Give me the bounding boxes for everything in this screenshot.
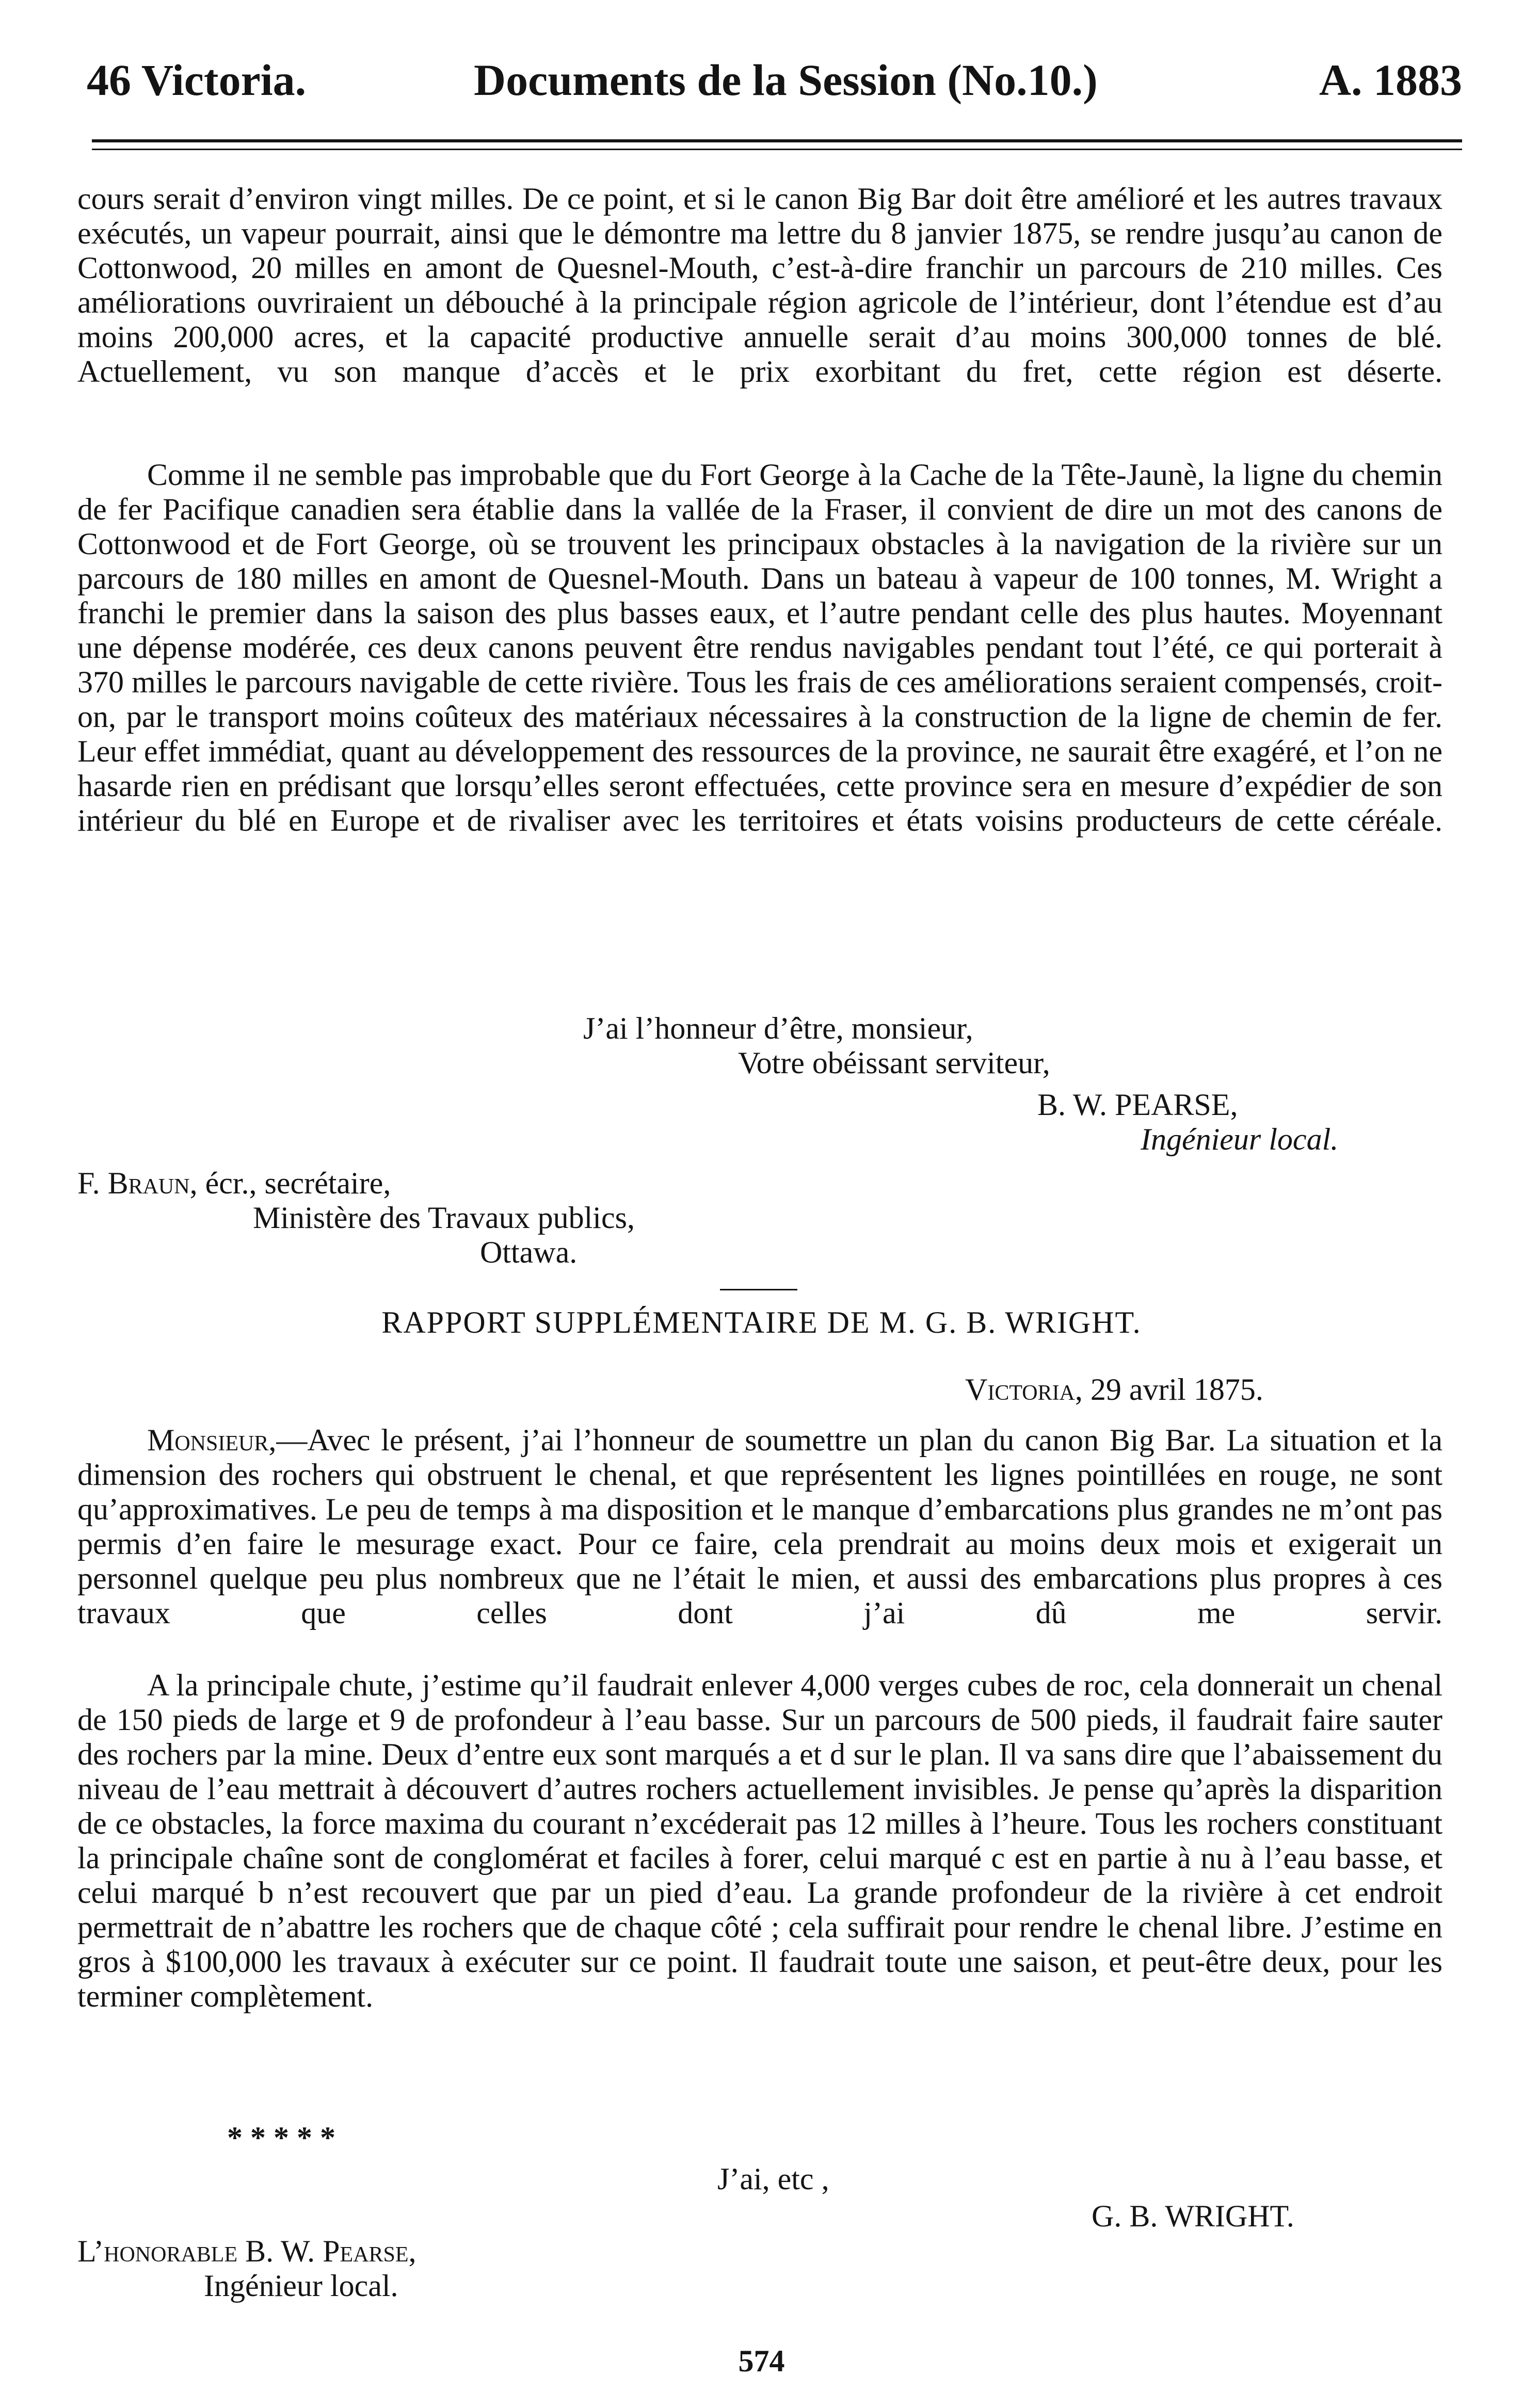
- report-paragraph-1: [77, 1423, 1442, 1630]
- addressee-title: , écr., secrétaire,: [189, 1166, 391, 1200]
- letter-addressee-line-1: [77, 1166, 391, 1201]
- report-paragraph-1-text: ,—Avec le présent, j’ai l’honneur de soumettre un plan du canon Big Bar. La situation et la dimension des rochers qui obstruent le chenal, et que représentent les lignes pointillées en rouge, ne sont qu’approximatives. Le peu de temps à ma disposition et le manque d’embarcations plus grandes ne m’ont pas permis d’en faire le mesurage exact. Pour ce faire, cela prendrait au moins deux mois et exigerait un personnel quelque peu plus nombreux que ne l’était le mien, et aussi des embarcations plus propres à ces travaux que celles dont j’ai dû me servir.: [77, 1423, 1442, 1630]
- page-number: 574: [738, 2344, 785, 2378]
- letter-signature-title: Ingénieur local.: [1141, 1122, 1339, 1156]
- header-session: 46 Victoria.: [87, 55, 307, 105]
- report-dateline: [965, 1372, 1263, 1407]
- letter-paragraph-1: cours serait d’environ vingt milles. De ce point, et si le canon Big Bar doit être amélioré et les autres travaux exécutés, un vapeur pourrait, ainsi que le démontre ma lettre du 8 janvier 1875, se rendre jusqu’au canon de Cottonwood, 20 milles en amont de Quesnel-Mouth, c’est-à-dire franchir un parcours de 210 milles. Ces améliorations ouvriraient un débouché à la principale région agricole de l’intérieur, dont l’étendue est d’au moins 200,000 acres, et la capacité productive annuelle serait d’au moins 300,000 tonnes de blé. Actuellement, vu son manque d’accès et le prix exorbitant du fret, cette région est déserte.: [77, 182, 1442, 389]
- report-paragraph-2: A la principale chute, j’estime qu’il faudrait enlever 4,000 verges cubes de roc, cela donnerait un chenal de 150 pieds de large et 9 de profondeur à l’eau basse. Sur un parcours de 500 pieds, il faudrait faire sauter des rochers par la mine. Deux d’entre eux sont marqués a et d sur le plan. Il va sans dire que l’abaissement du niveau de l’eau mettrait à découvert d’autres rochers actuellement invisibles. Je pense qu’après la disparition de ce obstacles, la force maxima du courant n’excéderait pas 12 milles à l’heure. Tous les rochers constituant la principale chaîne sont de conglomérat et faciles à forer, celui marqué c est en partie à nu à l’eau basse, et celui marqué b n’est recouvert que par un pied d’eau. La grande profondeur de la rivière à cet endroit permettrait de n’abattre les rochers que de chaque côté ; cela suffirait pour rendre le chenal libre. J’estime en gros à $100,000 les travaux à exécuter sur ce point. Il faudrait toute une saison, et peut-être deux, pour les terminer complètement.: [77, 1668, 1442, 2013]
- report-signature: G. B. WRIGHT.: [1092, 2199, 1294, 2233]
- report-addressee-line-1: L’honorable B. W. Pearse,: [77, 2234, 416, 2268]
- header-title: Documents de la Session (No.10.): [474, 55, 1098, 105]
- report-salutation: Monsieur: [147, 1423, 269, 1457]
- letter-paragraph-2: Comme il ne semble pas improbable que du Fort George à la Cache de la Tête-Jaunè, la ligne du chemin de fer Pacifique canadien sera établie dans la vallée de la Fraser, il convient de dire un mot des canons de Cottonwood et de Fort George, où se trouvent les principaux obstacles à la navigation de la rivière sur un parcours de 180 milles en amont de Quesnel-Mouth. Dans un bateau à vapeur de 100 tonnes, M. Wright a franchi le premier dans la saison des plus basses eaux, et l’autre pendant celle des plus hautes. Moyennant une dépense modérée, ces deux canons peuvent être rendus navigables pendant tout l’été, ce qui porterait à 370 milles le parcours navigable de cette rivière. Tous les frais de ces améliorations seraient compensés, croit-on, par le transport moins coûteux des matériaux nécessaires à la construction de la ligne de chemin de fer. Leur effet immédiat, quant au développement des ressources de la province, ne saurait être exagéré, et l’on ne hasarde rien en prédisant que lorsqu’elles seront effectuées, cette province sera en mesure d’expédier de son intérieur du blé en Europe et de rivaliser avec les territoires et états voisins producteurs de cette céréale.: [77, 458, 1442, 837]
- letter-addressee-line-2: Ministère des Travaux publics,: [253, 1201, 635, 1235]
- report-date: , 29 avril 1875.: [1075, 1372, 1263, 1407]
- letter-closing-2: Votre obéissant serviteur,: [738, 1046, 1050, 1080]
- report-title: RAPPORT SUPPLÉMENTAIRE DE M. G. B. WRIGHT.: [381, 1305, 1142, 1339]
- report-closing: J’ai, etc ,: [717, 2162, 829, 2196]
- report-asterisks: * * * * *: [227, 2121, 335, 2155]
- letter-closing-1: J’ai l’honneur d’être, monsieur,: [583, 1011, 973, 1045]
- header-year: A. 1883: [1319, 55, 1462, 105]
- report-addressee-line-2: Ingénieur local.: [204, 2269, 398, 2303]
- addressee-name: F. Braun: [77, 1166, 190, 1200]
- letter-addressee-line-3: Ottawa.: [480, 1235, 578, 1269]
- report-place: Victoria: [965, 1372, 1075, 1407]
- letter-signature: B. W. PEARSE,: [1037, 1088, 1238, 1122]
- section-divider: [720, 1289, 797, 1290]
